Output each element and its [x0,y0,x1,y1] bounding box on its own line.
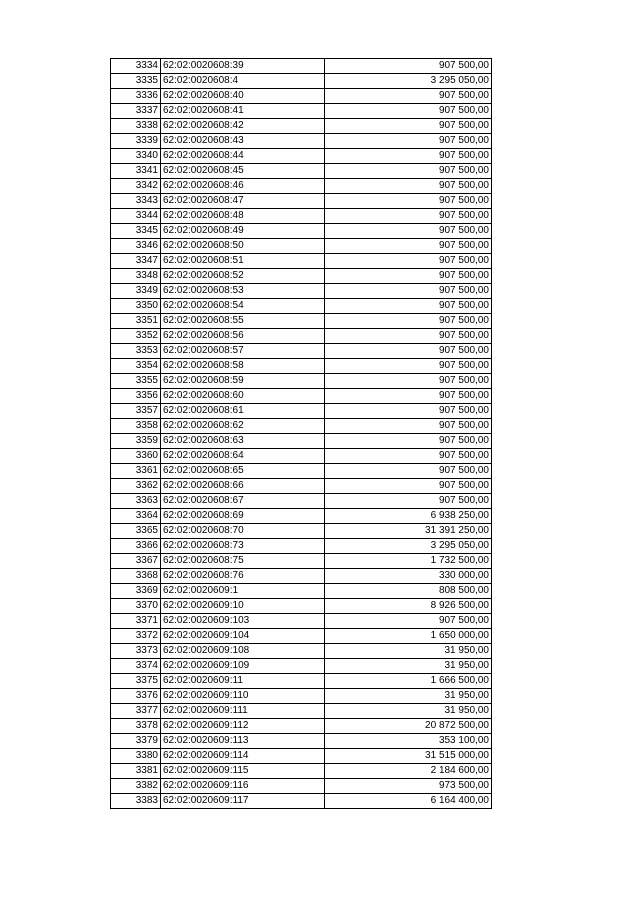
table-row [111,119,492,134]
row-number-cell: 3381 [111,764,161,779]
value-cell: 907 500,00 [325,119,492,134]
row-number-cell: 3355 [111,374,161,389]
value-cell: 907 500,00 [325,209,492,224]
cadastral-number-cell: 62:02:0020609:114 [161,749,325,764]
table-row [111,254,492,269]
cadastral-number-cell: 62:02:0020608:45 [161,164,325,179]
row-number-cell: 3337 [111,104,161,119]
table-row [111,629,492,644]
row-number-cell: 3370 [111,599,161,614]
value-cell: 1 650 000,00 [325,629,492,644]
table-row [111,419,492,434]
value-cell: 353 100,00 [325,734,492,749]
cadastral-number-cell: 62:02:0020608:73 [161,539,325,554]
cadastral-number-cell: 62:02:0020609:113 [161,734,325,749]
table-row [111,689,492,704]
table-body [111,59,492,809]
row-number-cell: 3369 [111,584,161,599]
value-cell: 907 500,00 [325,224,492,239]
row-number-cell: 3377 [111,704,161,719]
cadastral-number-cell: 62:02:0020608:44 [161,149,325,164]
cadastral-number-cell: 62:02:0020608:48 [161,209,325,224]
cadastral-number-cell: 62:02:0020609:10 [161,599,325,614]
row-number-cell: 3383 [111,794,161,809]
row-number-cell: 3352 [111,329,161,344]
value-cell: 907 500,00 [325,59,492,74]
row-number-cell: 3341 [111,164,161,179]
table-row [111,719,492,734]
table-row [111,524,492,539]
table-row [111,269,492,284]
value-cell: 907 500,00 [325,329,492,344]
value-cell: 907 500,00 [325,404,492,419]
table-row [111,479,492,494]
table-row [111,299,492,314]
table-row [111,344,492,359]
value-cell: 1 732 500,00 [325,554,492,569]
value-cell: 1 666 500,00 [325,674,492,689]
row-number-cell: 3364 [111,509,161,524]
table-row [111,569,492,584]
table-row [111,749,492,764]
cadastral-number-cell: 62:02:0020608:67 [161,494,325,509]
cadastral-number-cell: 62:02:0020609:115 [161,764,325,779]
cadastral-number-cell: 62:02:0020608:61 [161,404,325,419]
row-number-cell: 3367 [111,554,161,569]
cadastral-number-cell: 62:02:0020608:51 [161,254,325,269]
cadastral-number-cell: 62:02:0020608:62 [161,419,325,434]
row-number-cell: 3376 [111,689,161,704]
cadastral-number-cell: 62:02:0020608:66 [161,479,325,494]
table-row [111,164,492,179]
table-row [111,599,492,614]
cadastral-number-cell: 62:02:0020608:53 [161,284,325,299]
cadastral-number-cell: 62:02:0020608:58 [161,359,325,374]
table-row [111,644,492,659]
row-number-cell: 3338 [111,119,161,134]
cadastral-number-cell: 62:02:0020608:60 [161,389,325,404]
row-number-cell: 3373 [111,644,161,659]
row-number-cell: 3348 [111,269,161,284]
row-number-cell: 3379 [111,734,161,749]
row-number-cell: 3380 [111,749,161,764]
table-row [111,149,492,164]
table-row [111,614,492,629]
value-cell: 907 500,00 [325,179,492,194]
row-number-cell: 3360 [111,449,161,464]
cadastral-number-cell: 62:02:0020609:103 [161,614,325,629]
row-number-cell: 3363 [111,494,161,509]
value-cell: 20 872 500,00 [325,719,492,734]
table-row [111,209,492,224]
row-number-cell: 3344 [111,209,161,224]
value-cell: 907 500,00 [325,419,492,434]
cadastral-number-cell: 62:02:0020608:4 [161,74,325,89]
row-number-cell: 3366 [111,539,161,554]
row-number-cell: 3351 [111,314,161,329]
cadastral-number-cell: 62:02:0020608:55 [161,314,325,329]
value-cell: 31 515 000,00 [325,749,492,764]
value-cell: 907 500,00 [325,479,492,494]
row-number-cell: 3356 [111,389,161,404]
cadastral-number-cell: 62:02:0020608:57 [161,344,325,359]
cadastral-number-cell: 62:02:0020608:59 [161,374,325,389]
row-number-cell: 3334 [111,59,161,74]
cadastral-number-cell: 62:02:0020608:49 [161,224,325,239]
cadastral-number-cell: 62:02:0020609:109 [161,659,325,674]
cadastral-number-cell: 62:02:0020608:63 [161,434,325,449]
row-number-cell: 3343 [111,194,161,209]
value-cell: 907 500,00 [325,284,492,299]
table-row [111,359,492,374]
cadastral-number-cell: 62:02:0020608:42 [161,119,325,134]
row-number-cell: 3357 [111,404,161,419]
value-cell: 808 500,00 [325,584,492,599]
value-cell: 907 500,00 [325,299,492,314]
value-cell: 31 391 250,00 [325,524,492,539]
value-cell: 330 000,00 [325,569,492,584]
row-number-cell: 3378 [111,719,161,734]
value-cell: 3 295 050,00 [325,74,492,89]
cadastral-number-cell: 62:02:0020608:39 [161,59,325,74]
cadastral-value-table [110,58,492,809]
table-row [111,59,492,74]
table-row [111,674,492,689]
table-row [111,194,492,209]
value-cell: 973 500,00 [325,779,492,794]
cadastral-number-cell: 62:02:0020608:75 [161,554,325,569]
row-number-cell: 3382 [111,779,161,794]
value-cell: 6 938 250,00 [325,509,492,524]
table-row [111,329,492,344]
value-cell: 907 500,00 [325,239,492,254]
row-number-cell: 3374 [111,659,161,674]
row-number-cell: 3353 [111,344,161,359]
row-number-cell: 3350 [111,299,161,314]
cadastral-number-cell: 62:02:0020609:11 [161,674,325,689]
cadastral-number-cell: 62:02:0020609:111 [161,704,325,719]
row-number-cell: 3359 [111,434,161,449]
cadastral-number-cell: 62:02:0020608:56 [161,329,325,344]
table-row [111,374,492,389]
cadastral-number-cell: 62:02:0020608:69 [161,509,325,524]
value-cell: 907 500,00 [325,134,492,149]
table-row [111,704,492,719]
value-cell: 907 500,00 [325,434,492,449]
cadastral-number-cell: 62:02:0020608:76 [161,569,325,584]
value-cell: 907 500,00 [325,194,492,209]
cadastral-number-cell: 62:02:0020608:41 [161,104,325,119]
value-cell: 6 164 400,00 [325,794,492,809]
cadastral-number-cell: 62:02:0020609:104 [161,629,325,644]
value-cell: 31 950,00 [325,689,492,704]
cadastral-number-cell: 62:02:0020608:54 [161,299,325,314]
value-cell: 907 500,00 [325,359,492,374]
row-number-cell: 3368 [111,569,161,584]
table-row [111,389,492,404]
row-number-cell: 3361 [111,464,161,479]
table-row [111,764,492,779]
table-row [111,179,492,194]
row-number-cell: 3345 [111,224,161,239]
cadastral-number-cell: 62:02:0020608:50 [161,239,325,254]
table-row [111,434,492,449]
table-row [111,554,492,569]
value-cell: 907 500,00 [325,344,492,359]
cadastral-number-cell: 62:02:0020608:52 [161,269,325,284]
table-row [111,104,492,119]
value-cell: 907 500,00 [325,464,492,479]
row-number-cell: 3362 [111,479,161,494]
row-number-cell: 3375 [111,674,161,689]
row-number-cell: 3349 [111,284,161,299]
table-row [111,494,492,509]
cadastral-number-cell: 62:02:0020608:40 [161,89,325,104]
table-row [111,89,492,104]
table-row [111,74,492,89]
row-number-cell: 3358 [111,419,161,434]
value-cell: 31 950,00 [325,659,492,674]
row-number-cell: 3372 [111,629,161,644]
table-row [111,404,492,419]
row-number-cell: 3365 [111,524,161,539]
row-number-cell: 3339 [111,134,161,149]
table-row [111,314,492,329]
row-number-cell: 3342 [111,179,161,194]
cadastral-number-cell: 62:02:0020609:110 [161,689,325,704]
table-row [111,224,492,239]
table-row [111,734,492,749]
value-cell: 907 500,00 [325,254,492,269]
value-cell: 907 500,00 [325,389,492,404]
cadastral-number-cell: 62:02:0020608:65 [161,464,325,479]
value-cell: 31 950,00 [325,704,492,719]
row-number-cell: 3354 [111,359,161,374]
table-row [111,449,492,464]
value-cell: 907 500,00 [325,449,492,464]
table-row [111,794,492,809]
table-row [111,584,492,599]
value-cell: 907 500,00 [325,89,492,104]
cadastral-number-cell: 62:02:0020608:70 [161,524,325,539]
cadastral-number-cell: 62:02:0020609:117 [161,794,325,809]
cadastral-number-cell: 62:02:0020609:108 [161,644,325,659]
cadastral-number-cell: 62:02:0020608:43 [161,134,325,149]
value-cell: 907 500,00 [325,494,492,509]
row-number-cell: 3347 [111,254,161,269]
value-cell: 907 500,00 [325,314,492,329]
value-cell: 907 500,00 [325,149,492,164]
value-cell: 8 926 500,00 [325,599,492,614]
cadastral-number-cell: 62:02:0020608:47 [161,194,325,209]
value-cell: 907 500,00 [325,614,492,629]
cadastral-number-cell: 62:02:0020608:64 [161,449,325,464]
value-cell: 31 950,00 [325,644,492,659]
row-number-cell: 3346 [111,239,161,254]
value-cell: 2 184 600,00 [325,764,492,779]
cadastral-number-cell: 62:02:0020609:112 [161,719,325,734]
row-number-cell: 3335 [111,74,161,89]
table-row [111,464,492,479]
value-cell: 907 500,00 [325,269,492,284]
table-row [111,659,492,674]
cadastral-number-cell: 62:02:0020609:1 [161,584,325,599]
row-number-cell: 3336 [111,89,161,104]
cadastral-number-cell: 62:02:0020609:116 [161,779,325,794]
table-row [111,539,492,554]
row-number-cell: 3340 [111,149,161,164]
value-cell: 907 500,00 [325,374,492,389]
table-row [111,284,492,299]
row-number-cell: 3371 [111,614,161,629]
value-cell: 3 295 050,00 [325,539,492,554]
table-row [111,239,492,254]
table-row [111,134,492,149]
value-cell: 907 500,00 [325,104,492,119]
value-cell: 907 500,00 [325,164,492,179]
cadastral-number-cell: 62:02:0020608:46 [161,179,325,194]
table-row [111,779,492,794]
table-row [111,509,492,524]
